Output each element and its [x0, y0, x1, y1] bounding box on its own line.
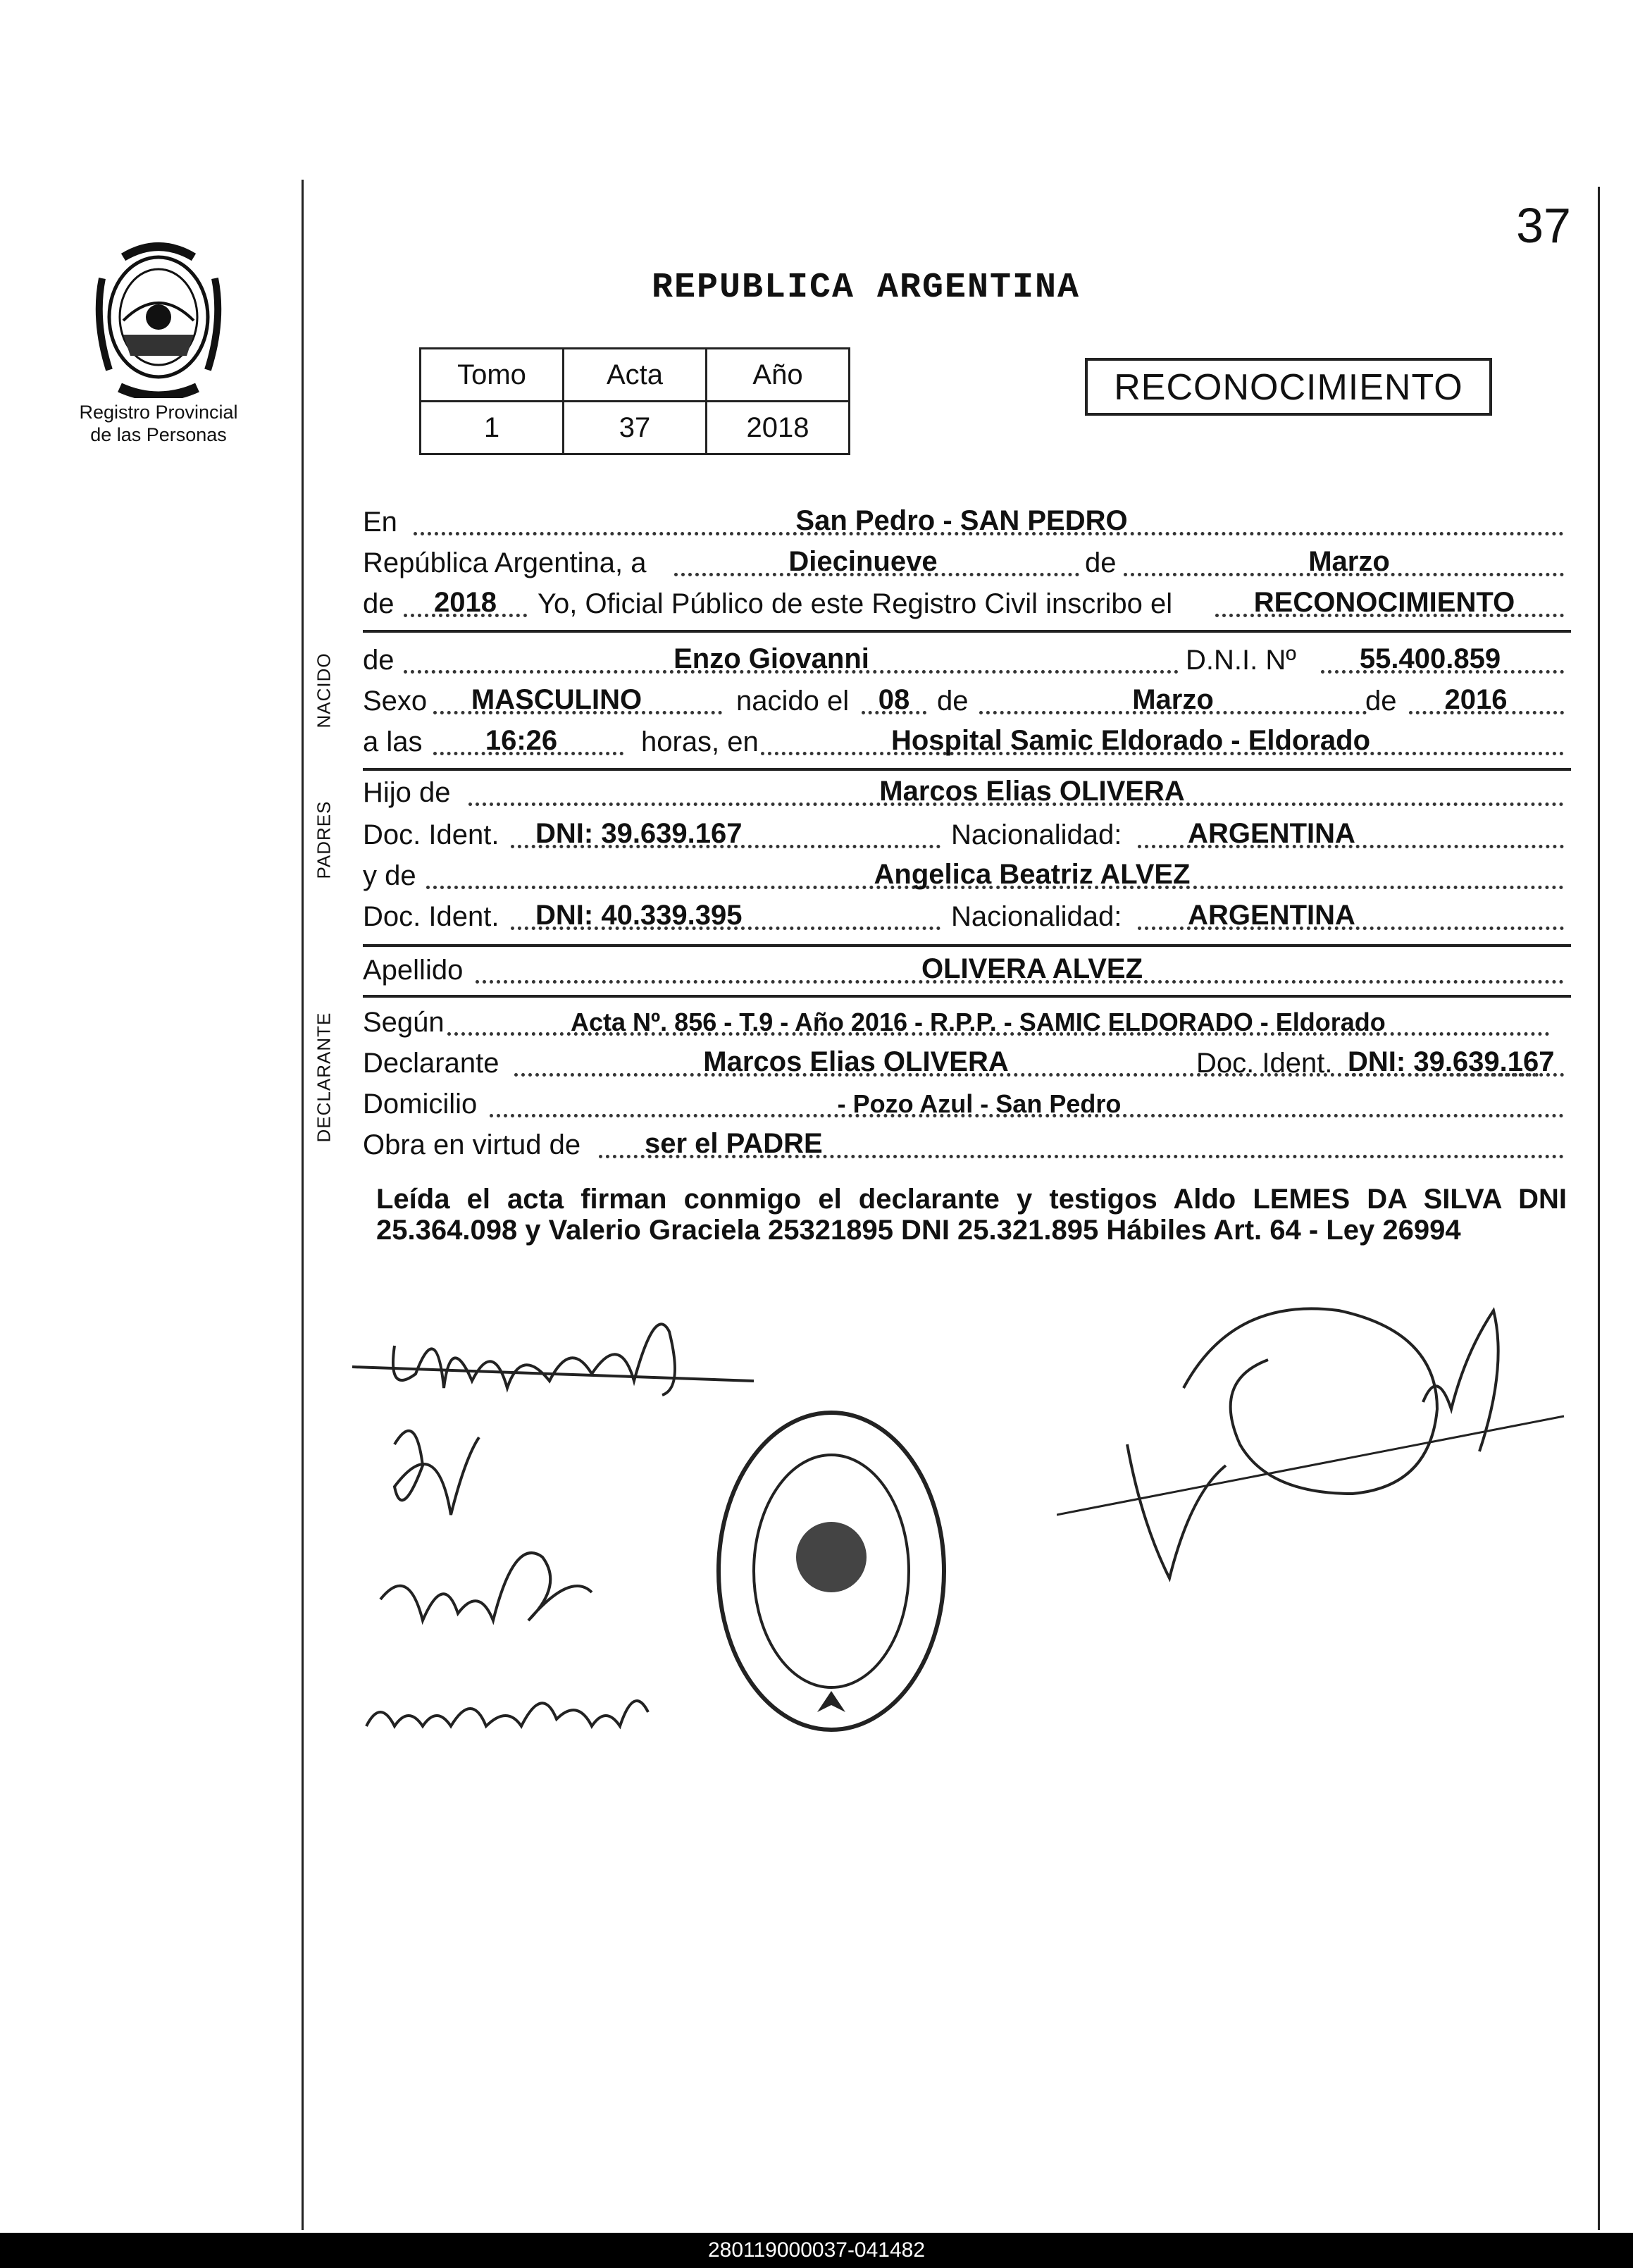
birth-place-value: Hospital Samic Eldorado - Eldorado: [890, 725, 1371, 756]
year-de-label: de: [363, 588, 395, 619]
mother-doc-label: Doc. Ident.: [363, 901, 499, 932]
document-type-box: RECONOCIMIENTO: [1085, 358, 1492, 416]
yo-label: Yo, Oficial Público de este Registro Civil inscribo el: [538, 588, 1173, 619]
row-father-doc: [363, 816, 1564, 855]
section-rule: [363, 995, 1571, 998]
declarante-value: Marcos Elias OLIVERA: [703, 1046, 1009, 1077]
declarante-label: Declarante: [363, 1048, 499, 1079]
dni-value: 55.400.859: [1359, 643, 1501, 674]
decl-doc-label: Doc. Ident.: [1196, 1048, 1333, 1079]
logo-caption-line1: Registro Provincial: [79, 402, 238, 423]
row-mother-doc: [363, 898, 1564, 937]
row-hora: [363, 723, 1564, 762]
nacido-label: nacido el: [736, 686, 850, 717]
row-y-de: [363, 857, 1564, 896]
father-doc-label: Doc. Ident.: [363, 819, 499, 850]
side-label-padres: PADRES: [313, 800, 335, 879]
closing-statement: Leída el acta firman conmigo el declarante y testigos Aldo LEMES DA SILVA DNI 25.364.098 y Valerio Graciela 25321895 DNI 25.321.895 Hábiles Art. 64 - Ley 26994: [376, 1184, 1567, 1246]
dni-label: D.N.I. Nº: [1186, 645, 1296, 676]
side-label-nacido: NACIDO: [313, 652, 335, 729]
row-obra: [363, 1126, 1564, 1165]
delegacion-seal-icon: [712, 1402, 951, 1740]
section-rule: [363, 630, 1571, 633]
mother-nac-label: Nacionalidad:: [951, 901, 1122, 932]
hijo-label: Hijo de: [363, 777, 451, 808]
father-name-value: Marcos Elias OLIVERA: [879, 776, 1185, 807]
day-value: Diecinueve: [788, 546, 938, 577]
yde-label: y de: [363, 860, 416, 891]
apellido-label: Apellido: [363, 955, 464, 986]
obra-label: Obra en virtud de: [363, 1129, 581, 1160]
tomo-header: Tomo: [421, 349, 564, 402]
official-signature-icon: [1057, 1282, 1592, 1606]
provincia-misiones-seal-icon: [81, 236, 236, 398]
segun-value: Acta Nº. 856 - T.9 - Año 2016 - R.P.P. - SAMIC ELDORADO - Eldorado: [571, 1008, 1386, 1036]
obra-value: ser el PADRE: [645, 1128, 823, 1159]
sexo-label: Sexo: [363, 686, 428, 717]
birth-month-value: Marzo: [1132, 684, 1214, 715]
nombre-de-label: de: [363, 645, 395, 676]
birth-time-value: 16:26: [485, 725, 558, 756]
alas-label: a las: [363, 726, 423, 757]
father-nat-value: ARGENTINA: [1188, 818, 1355, 849]
side-label-declarante: DECLARANTE: [313, 1012, 335, 1143]
mother-doc-value: DNI: 40.339.395: [535, 900, 743, 931]
birth-de-label-1: de: [937, 686, 969, 717]
decl-doc-value: DNI: 39.639.167: [1348, 1046, 1555, 1077]
acta-header: Acta: [564, 349, 707, 402]
row-republica: [363, 544, 1564, 583]
birth-de-label-2: de: [1365, 686, 1397, 717]
segun-label: Según: [363, 1007, 445, 1038]
mother-nat-value: ARGENTINA: [1188, 900, 1355, 931]
en-value: San Pedro - SAN PEDRO: [795, 505, 1128, 536]
page-number: 37: [1516, 198, 1571, 253]
act-value: RECONOCIMIENTO: [1253, 587, 1515, 618]
month-value: Marzo: [1308, 546, 1390, 577]
mother-name-value: Angelica Beatriz ALVEZ: [874, 859, 1191, 890]
row-en: [363, 503, 1564, 543]
record-table-header-row: [421, 349, 850, 402]
row-year: [363, 585, 1564, 624]
child-name-value: Enzo Giovanni: [673, 643, 869, 674]
anio-header: Año: [707, 349, 850, 402]
tomo-value: 1: [421, 402, 564, 454]
father-nac-label: Nacionalidad:: [951, 819, 1122, 850]
acta-value: 37: [564, 402, 707, 454]
row-sexo: [363, 682, 1564, 721]
section-rule: [363, 768, 1571, 771]
row-declarante: [363, 1044, 1564, 1084]
logo-caption-line2: de las Personas: [90, 424, 227, 445]
horas-label: horas, en: [641, 726, 759, 757]
row-hijo: [363, 774, 1564, 813]
birth-year-value: 2016: [1444, 684, 1508, 715]
barcode-footer: 280119000037-041482: [0, 2233, 1633, 2268]
en-label: En: [363, 507, 397, 538]
row-segun: [363, 1003, 1564, 1043]
record-table-value-row: [421, 402, 850, 454]
anio-value: 2018: [707, 402, 850, 454]
year-value: 2018: [434, 587, 497, 618]
domicilio-label: Domicilio: [363, 1089, 478, 1120]
father-doc-value: DNI: 39.639.167: [535, 818, 743, 849]
sexo-value: MASCULINO: [471, 684, 642, 715]
republica-label: República Argentina, a: [363, 547, 647, 578]
apellido-value: OLIVERA ALVEZ: [921, 953, 1143, 984]
row-apellido: [363, 951, 1564, 991]
domicilio-value: - Pozo Azul - San Pedro: [837, 1089, 1122, 1118]
document-title: REPUBLICA ARGENTINA: [651, 268, 1081, 308]
record-table: [419, 347, 850, 455]
row-domicilio: [363, 1085, 1564, 1124]
row-nombre: [363, 641, 1564, 681]
right-margin-line: [1598, 187, 1600, 2230]
birth-day-value: 08: [878, 684, 910, 715]
de-label: de: [1085, 547, 1117, 578]
left-margin-line: [302, 180, 304, 2230]
section-rule: [363, 944, 1571, 947]
